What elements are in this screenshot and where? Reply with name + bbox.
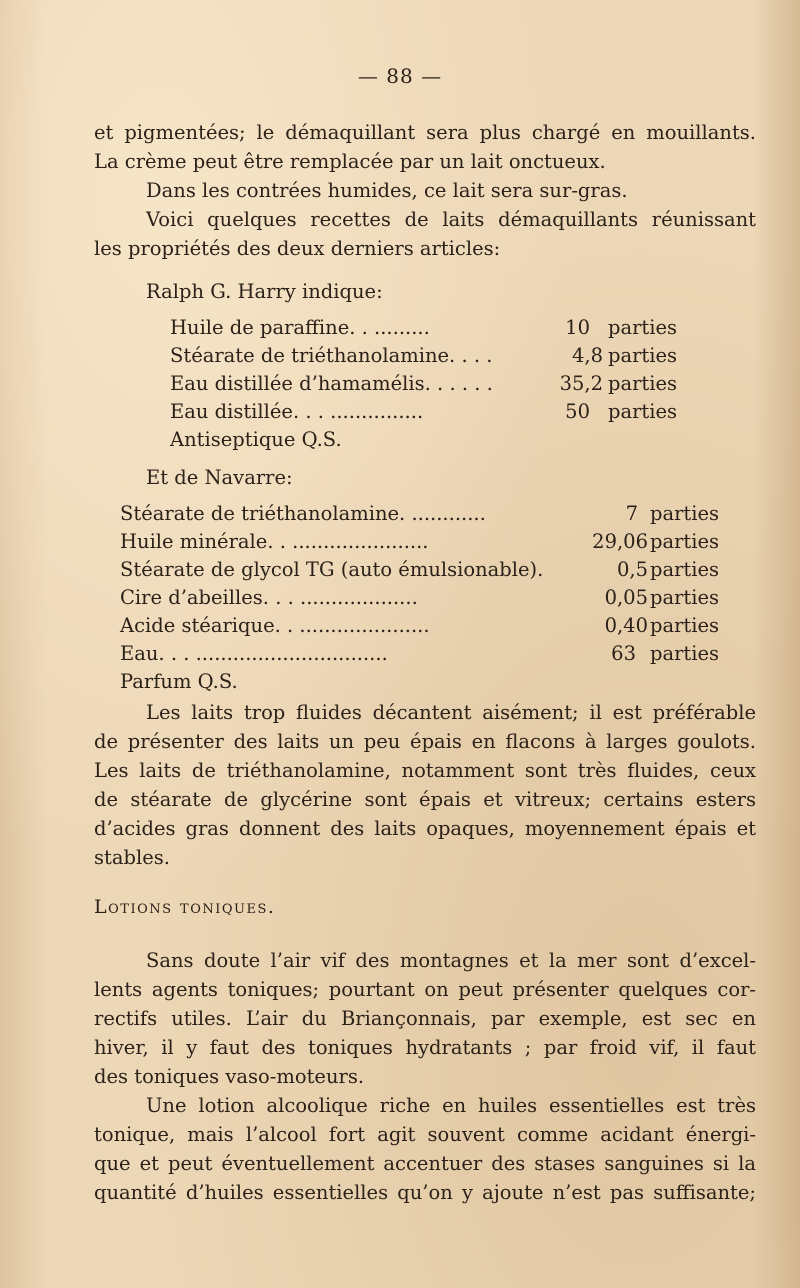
ingredient-quantity: 35,2 bbox=[559, 372, 603, 395]
ingredient-unit: parties bbox=[650, 530, 720, 553]
ingredient-quantity: 10 bbox=[565, 316, 590, 339]
recipe1-source: Ralph G. Harry indique: bbox=[146, 280, 383, 303]
ingredient-name: Stéarate de glycol TG (auto émulsionable). bbox=[120, 558, 544, 581]
text-line: de stéarate de glycérine sont épais et vitreux; certains esters bbox=[94, 788, 756, 811]
text-line: des toniques vaso-moteurs. bbox=[94, 1065, 365, 1088]
ingredient-quantity: 63 bbox=[611, 642, 636, 665]
ingredient-name: Antiseptique Q.S. bbox=[170, 428, 342, 451]
laits-paragraph bbox=[94, 698, 756, 872]
ingredient-quantity: 50 bbox=[565, 400, 590, 423]
ingredient-unit: parties bbox=[608, 372, 678, 395]
text-line: Sans doute l’air vif des montagnes et la mer sont d’excel- bbox=[146, 949, 756, 972]
ingredient-quantity: 29,06 bbox=[592, 530, 648, 553]
text-line: rectifs utiles. L’air du Briançonnais, par exemple, est sec en bbox=[94, 1007, 756, 1030]
ingredient-name: Huile minérale. . ...................... bbox=[120, 530, 429, 553]
ingredient-name: Acide stéarique. . ..................... bbox=[120, 614, 430, 637]
ingredient-name: Parfum Q.S. bbox=[120, 670, 238, 693]
text-line: quantité d’huiles essentielles qu’on y ajoute n’est pas suffisante; bbox=[94, 1181, 756, 1204]
ingredient-quantity: 7 bbox=[625, 502, 638, 525]
intro-paragraph bbox=[94, 118, 756, 263]
text-line: que et peut éventuellement accentuer des stases sanguines si la bbox=[94, 1152, 756, 1175]
text-line: de présenter des laits un peu épais en flacons à larges goulots. bbox=[94, 730, 756, 753]
ingredient-unit: parties bbox=[608, 400, 678, 423]
ingredient-quantity: 0,05 bbox=[604, 586, 648, 609]
toniques-paragraph-1 bbox=[94, 946, 756, 1207]
ingredient-name: Cire d’abeilles. . . ................... bbox=[120, 586, 418, 609]
intro-line-4: Voici quelques recettes de laits démaquillants réunissant bbox=[146, 208, 756, 231]
text-line: d’acides gras donnent des laits opaques, moyennement épais et bbox=[94, 817, 756, 840]
text-line: stables. bbox=[94, 846, 170, 869]
ingredient-unit: parties bbox=[608, 316, 678, 339]
ingredient-unit: parties bbox=[650, 614, 720, 637]
text-line: hiver, il y faut des toniques hydratants ; par froid vif, il faut bbox=[94, 1036, 756, 1059]
intro-line-5: les propriétés des deux derniers articles: bbox=[94, 237, 501, 260]
ingredient-quantity: 4,8 bbox=[571, 344, 603, 367]
recipe2-source: Et de Navarre: bbox=[146, 466, 293, 489]
ingredient-quantity: 0,40 bbox=[604, 614, 648, 637]
text-line: Une lotion alcoolique riche en huiles essentielles est très bbox=[146, 1094, 756, 1117]
ingredient-name: Stéarate de triéthanolamine. ............ bbox=[120, 502, 486, 525]
text-line: lents agents toniques; pourtant on peut présenter quelques cor- bbox=[94, 978, 756, 1001]
intro-line-1: et pigmentées; le démaquillant sera plus chargé en mouillants. bbox=[94, 121, 756, 144]
ingredient-name: Eau distillée. . . ............... bbox=[170, 400, 424, 423]
ingredient-unit: parties bbox=[650, 558, 720, 581]
text-line: tonique, mais l’alcool fort agit souvent comme acidant énergi- bbox=[94, 1123, 756, 1146]
ingredient-name: Eau. . . ............................... bbox=[120, 642, 388, 665]
text-line: Les laits trop fluides décantent aisément; il est préférable bbox=[146, 701, 756, 724]
intro-line-2: La crème peut être remplacée par un lait onctueux. bbox=[94, 150, 606, 173]
text-line: Les laits de triéthanolamine, notamment sont très fluides, ceux bbox=[94, 759, 756, 782]
ingredient-quantity: 0,5 bbox=[616, 558, 648, 581]
ingredient-name: Huile de paraffine. . ......... bbox=[170, 316, 430, 339]
intro-line-3: Dans les contrées humides, ce lait sera sur-gras. bbox=[146, 179, 628, 202]
ingredient-unit: parties bbox=[650, 642, 720, 665]
ingredient-name: Eau distillée d’hamamélis. . . . . . bbox=[170, 372, 493, 395]
ingredient-name: Stéarate de triéthanolamine. . . . bbox=[170, 344, 493, 367]
page-number: — 88 — bbox=[357, 64, 443, 88]
ingredient-unit: parties bbox=[650, 586, 720, 609]
ingredient-unit: parties bbox=[608, 344, 678, 367]
section-heading: Lotions toniques. bbox=[94, 896, 276, 918]
ingredient-unit: parties bbox=[650, 502, 720, 525]
